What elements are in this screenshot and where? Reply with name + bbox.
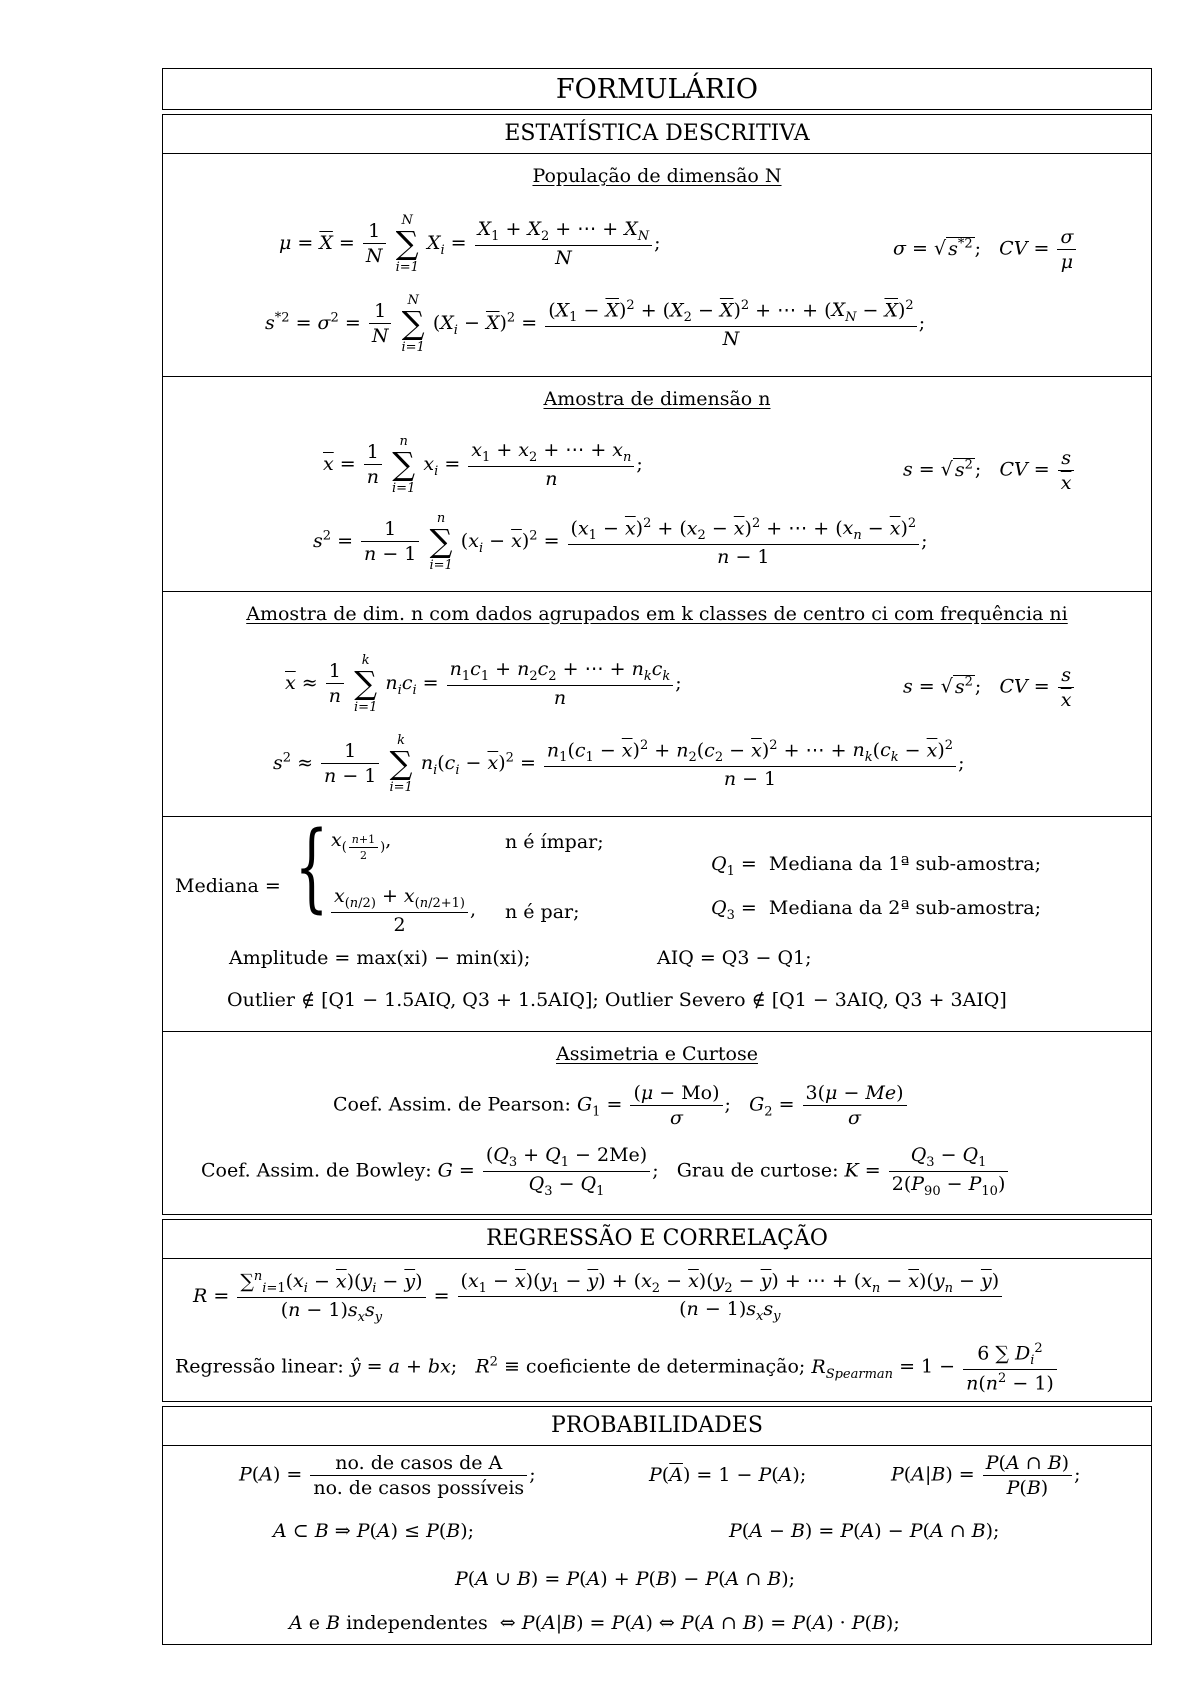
aiq-formula: AIQ = Q3 − Q1;: [657, 947, 812, 969]
mediana-caso-impar: n é ímpar;: [505, 831, 604, 853]
block-populacao: [163, 153, 1151, 376]
formula-variancia-amostral: $s^2$ = $\frac{1}{n - 1}$ n ∑ i=1 $(x_i - \overline{x})^2$ = $\frac{(x_1 - \overline{x})^2 + (x_2 - \overline{x})^2 + \cdots + (x_n - \overline{x})^2}{n - 1}$ ;: [313, 511, 928, 573]
section-header-descritiva: ESTATÍSTICA DESCRITIVA: [504, 121, 810, 146]
pearson-label: Coef. Assim. de Pearson:: [333, 1093, 571, 1116]
amplitude-formula: Amplitude = max(xi) − min(xi);: [229, 947, 531, 969]
formula-prob-classica: P(A) = $\frac{\text{no. de casos de A}}{\text{no. de casos possíveis}}$ ;: [239, 1452, 536, 1499]
formula-regressao-linear: Regressão linear: ŷ = a + bx; $R^2$ ≡ coeficiente de determinação; $R_{Spearman} = 1$ − $\frac{6 \sum D_i^2}{n(n^2 - 1)}$: [175, 1341, 1059, 1394]
formula-bowley: Coef. Assim. de Bowley: G = $\frac{(Q_3 + Q_1 - 2Me)}{Q_3 - Q_1}$ ; Grau de curtose: K = $\frac{Q_3 - Q_1}{2(P_{90} - P_{10})}$: [201, 1144, 1010, 1199]
mediana-par: $\frac{x_{(n/2)} + x_{(n/2+1)}}{2}$ ,: [329, 885, 476, 936]
formula-media-populacional: $\mu = \overline{X}$ = $\frac{1}{N}$ N ∑ i=1 $X_i$ = $\frac{X_1 + X_2 + \cdots + X_N}{N}$ ;: [279, 213, 661, 275]
section-probabilidades: [162, 1406, 1152, 1645]
formula-correlacao: R = $\frac{\sum^n_{i=1}(x_i - \overline{x})(y_i - \overline{y})}{(n - 1)s_xs_y}$ = $\frac{(x_1 - \overline{x})(y_1 - \overline{y}) + (x_2 - \overline{x})(y_2 - \overline{y}) + \cdots + (x_n - \overline{x})(y_n - \overline{y})}{(n - 1)s_xs_y}$: [193, 1269, 1004, 1325]
block-assimetria: [163, 1031, 1151, 1214]
mediana-brace: {: [294, 811, 329, 923]
formula-inclusao: A ⊂ B ⇒ P(A) ≤ P(B);: [273, 1520, 475, 1542]
page-title: FORMULÁRIO: [555, 74, 759, 105]
formula-complementar: $P(\overline{A}) = 1 - P(A)$;: [649, 1464, 807, 1486]
section-descritiva: [162, 114, 1152, 1215]
section-header-probabilidades: PROBABILIDADES: [551, 1413, 763, 1438]
q3-text: Mediana da 2ª sub-amostra;: [768, 897, 1042, 919]
formula-pearson: Coef. Assim. de Pearson: $G_1$ = $\frac{(\mu - Mo)}{\sigma}$ ; $G_2$ = $\frac{3(\mu - Me)}{\sigma}$: [333, 1082, 909, 1129]
regressao-linear-label: Regressão linear:: [175, 1355, 344, 1378]
formula-variancia-populacional: $s^{*2} = \sigma^2$ = $\frac{1}{N}$ N ∑ i=1 $(X_i - \overline{X})^2$ = $\frac{(X_1 - \overline{X})^2 + (X_2 - \overline{X})^2 + \cdots + (X_N - \overline{X})^2}{N}$ ;: [265, 293, 926, 355]
formula-desvio-populacional: σ = √ $s^{*2}$ ; CV = $\frac{\sigma}{\mu}$: [893, 226, 1078, 273]
formula-media-agrupados: $\overline{x}$ ≈ $\frac{1}{n}$ k ∑ i=1 $n_ic_i$ = $\frac{n_1c_1 + n_2c_2 + \cdots + n_kc_k}{n}$ ;: [285, 653, 682, 715]
subtitle-assimetria: Assimetria e Curtose: [556, 1043, 758, 1065]
independentes-text: independentes: [346, 1612, 488, 1634]
q1-text: Mediana da 1ª sub-amostra;: [768, 853, 1042, 875]
casos-possiveis: no. de casos possíveis: [313, 1477, 525, 1499]
curtose-label: Grau de curtose:: [676, 1159, 839, 1182]
formula-independencia: A e B independentes ⇔ P(A|B) = P(A) ⇔ P(A ∩ B) = P(A) · P(B);: [289, 1612, 900, 1634]
subtitle-agrupados: Amostra de dim. n com dados agrupados em k classes de centro ci com frequência ni: [246, 603, 1068, 625]
formulario-sheet: [162, 68, 1152, 1645]
block-amostra: [163, 376, 1151, 591]
formula-media-amostral: $\overline{x}$ = $\frac{1}{n}$ n ∑ i=1 $x_i$ = $\frac{x_1 + x_2 + \cdots + x_n}{n}$ ;: [323, 434, 643, 496]
block-probabilidades: [163, 1445, 1151, 1644]
formula-desvio-amostral: s = √ $s^2$ ; CV = $\frac{s}{x}$: [903, 447, 1076, 494]
formula-diferenca: P(A − B) = P(A) − P(A ∩ B);: [729, 1520, 1000, 1542]
section-regressao: [162, 1219, 1152, 1402]
block-regressao: [163, 1258, 1151, 1401]
formula-uniao: P(A ∪ B) = P(A) + P(B) − P(A ∩ B);: [455, 1568, 796, 1590]
formula-condicional: P(A|B) = $\frac{P(A \cap B)}{P(B)}$ ;: [891, 1452, 1081, 1499]
mediana-caso-par: n é par;: [505, 901, 580, 923]
mediana-label: Mediana =: [175, 875, 281, 897]
outlier-formula: Outlier ∉ [Q1 − 1.5AIQ, Q3 + 1.5AIQ]; Outlier Severo ∉ [Q1 − 3AIQ, Q3 + 3AIQ]: [227, 989, 1007, 1011]
subtitle-amostra: Amostra de dimensão n: [543, 388, 771, 410]
q1-formula: $Q_1$ = Mediana da 1ª sub-amostra;: [711, 853, 1042, 879]
block-agrupados: [163, 591, 1151, 816]
casos-favoraveis: no. de casos de A: [310, 1452, 527, 1476]
title-box: [162, 68, 1152, 110]
mediana-impar: $x_{( \frac{n+1}{2} )}$,: [331, 829, 392, 862]
subtitle-populacao: População de dimensão N: [532, 165, 782, 187]
section-header-regressao: REGRESSÃO E CORRELAÇÃO: [486, 1226, 828, 1251]
q3-formula: $Q_3$ = Mediana da 2ª sub-amostra;: [711, 897, 1042, 923]
bowley-label: Coef. Assim. de Bowley:: [201, 1159, 432, 1182]
r2-text: ≡ coeficiente de determinação;: [503, 1355, 806, 1378]
formula-desvio-agrupados: s = √ $s^2$ ; CV = $\frac{s}{x}$: [903, 664, 1076, 711]
formula-variancia-agrupados: $s^2$ ≈ $\frac{1}{n - 1}$ k ∑ i=1 $n_i(c_i - \overline{x})^2$ = $\frac{n_1(c_1 - \overline{x})^2 + n_2(c_2 - \overline{x})^2 + \cdots + n_k(c_k - \overline{x})^2}{n - 1}$ ;: [273, 733, 965, 795]
block-mediana: [163, 811, 1151, 1031]
